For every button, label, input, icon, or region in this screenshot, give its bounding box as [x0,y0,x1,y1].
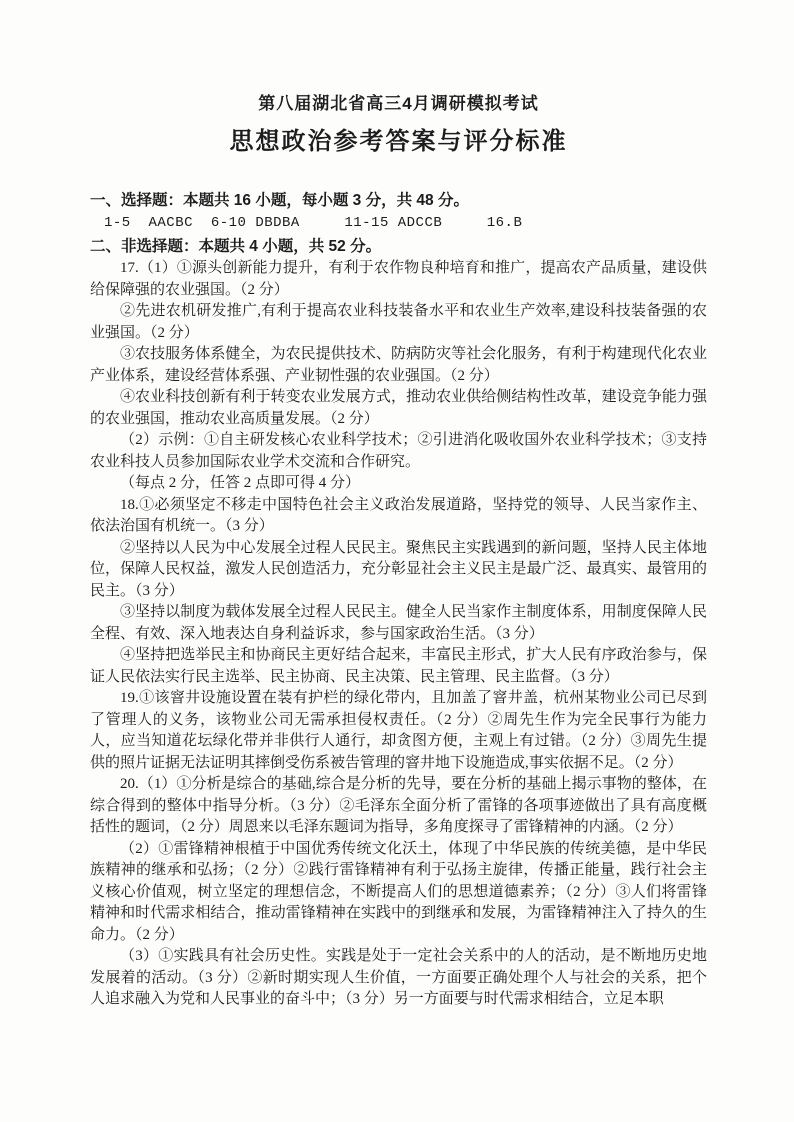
answer-paragraph: 19.①该窨井设施设置在装有护栏的绿化带内，且加盖了窨井盖，杭州某物业公司已尽到了管理人的义务，该物业公司无需承担侵权责任。（2 分）②周先生作为完全民事行为能力人，应当知道花坛绿化带并非供行人通行，却贪图方便，主观上有过错。（2 分）③周先生提供的照片证据无法证明其摔倒受伤系被告管理的窨井地下设施造成,事实依据不足。（2 分） [90,690,707,771]
answer-paragraph: ③农技服务体系健全，为农民提供技术、防病防灾等社会化服务，有利于构建现代化农业产业体系，建设经营体系强、产业韧性强的农业强国。（2 分） [90,346,707,384]
multiple-choice-section-heading: 一、选择题：本题共 16 小题，每小题 3 分，共 48 分。 [90,192,469,209]
answer-paragraph: ③坚持以制度为载体发展全过程人民民主。健全人民当家作主制度体系，用制度保障人民全程、有效、深入地表达自身利益诉求，参与国家政治生活。（3 分） [90,604,707,642]
exam-title: 第八届湖北省高三4月调研模拟考试 [258,94,539,113]
multiple-choice-answers: 1-5 AACBC 6-10 DBDBA 11-15 ADCCB 16.B [104,215,523,231]
free-response-section-heading: 二、非选择题：本题共 4 小题，共 52 分。 [90,238,382,255]
answer-paragraph: （2）①雷锋精神根植于中国优秀传统文化沃土，体现了中华民族的传统美德，是中华民族精神的继承和弘扬；（2 分）②践行雷锋精神有利于弘扬主旋律，传播正能量，践行社会主义核心价值观，树立坚定的理想信念，不断提高人们的思想道德素养；（2 分）③人们将雷锋精神和时代需求相结合，推动雷锋精神在实践中的到继承和发展，为雷锋精神注入了持久的生命力。（2 分） [90,840,707,943]
free-response-answer-body [90,258,707,1011]
answer-paragraph: 18.①必须坚定不移走中国特色社会主义政治发展道路，坚持党的领导、人民当家作主、依法治国有机统一。（3 分） [90,496,707,534]
answer-paragraph: ④坚持把选举民主和协商民主更好结合起来，丰富民主形式，扩大人民有序政治参与，保证人民依法实行民主选举、民主协商、民主决策、民主管理、民主监督。（3 分） [90,647,707,685]
answer-paragraph: ②坚持以人民为中心发展全过程人民民主。聚焦民主实践遇到的新问题，坚持人民主体地位，保障人民权益，激发人民创造活力，充分彰显社会主义民主是最广泛、最真实、最管用的民主。（3 分） [90,539,707,599]
answer-paragraph: （每点 2 分，任答 2 点即可得 4 分） [120,475,361,491]
answer-paragraph: ②先进农机研发推广,有利于提高农业科技装备水平和农业生产效率,建设科技装备强的农业强国。（2 分） [90,303,707,341]
answer-paragraph: （3）①实践具有社会历史性。实践是处于一定社会关系中的人的活动，是不断地历史地发展着的活动。（3 分）②新时期实现人生价值，一方面要正确处理个人与社会的关系，把个人追求融入为党和人民事业的奋斗中；（3 分）另一方面要与时代需求相结合，立足本职 [90,948,707,1007]
document-title: 思想政治参考答案与评分标准 [229,128,568,155]
answer-paragraph: 20.（1）①分析是综合的基础,综合是分析的先导，要在分析的基础上揭示事物的整体，在综合得到的整体中指导分析。（3 分）②毛泽东全面分析了雷锋的各项事迹做出了具有高度概括性的题词，（2 分）周恩来以毛泽东题词为指导，多角度探寻了雷锋精神的内涵。（2 分） [90,776,707,835]
answer-paragraph: （2）示例：①自主研发核心农业科学技术；②引进消化吸收国外农业科学技术；③支持农业科技人员参加国际农业学术交流和合作研究。 [90,432,707,470]
page-content [90,93,707,1011]
answer-paragraph: 17.（1）①源头创新能力提升，有利于农作物良种培育和推广，提高农产品质量，建设供给保障强的农业强国。（2 分） [90,260,707,298]
answer-paragraph: ④农业科技创新有利于转变农业发展方式，推动农业供给侧结构性改革，建设竞争能力强的农业强国，推动农业高质量发展。（2 分） [90,389,707,427]
